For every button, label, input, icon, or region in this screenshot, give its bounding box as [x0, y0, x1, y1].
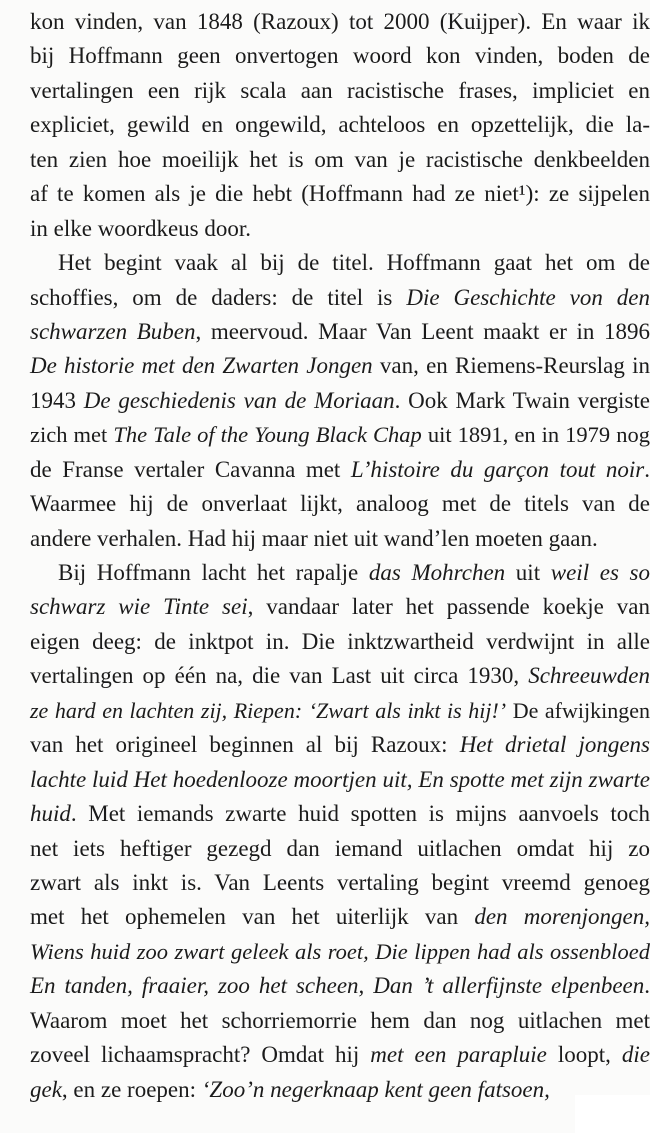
italic-text-segment: En tanden, fraaier, zoo het scheen, Dan ’t allerfijnste elpenbeen [30, 973, 645, 999]
italic-text-segment: Wiens huid zoo zwart geleek als roet, Die lippen had als ossenbloed [30, 938, 650, 964]
text-line [30, 1004, 650, 1038]
text-line [30, 1038, 650, 1072]
text-line [30, 763, 650, 797]
text-segment: Bij Hoffmann lacht het rapalje [58, 560, 369, 585]
text-segment: loopt, [546, 1042, 622, 1068]
italic-text-segment: schwarz wie Tinte sei [30, 594, 248, 620]
text-line [30, 556, 650, 590]
text-segment: uit [505, 560, 551, 585]
text-line [30, 625, 650, 659]
text-segment: vertalingen een rijk scala aan racistische frases, impliciet en [30, 77, 650, 103]
italic-text-segment: gek [30, 1076, 62, 1102]
blank-corner [575, 1095, 650, 1133]
text-segment: de Franse vertaler Cavanna met [30, 456, 351, 482]
text-segment: eigen deeg: de inktpot in. Die inktzwartheid verdwijnt in alle [30, 628, 650, 654]
text-segment: net iets heftiger gezegd dan iemand uitlachen omdat hij zo [30, 835, 650, 861]
text-segment: , en ze roepen: [61, 1076, 202, 1102]
text-segment: zwart als inkt is. Van Leents vertaling begint vreemd genoeg [30, 869, 650, 895]
text-line [30, 797, 650, 831]
text-segment: Waarom moet het schorriemorrie hem dan nog uitlachen met [30, 1007, 650, 1033]
text-segment: , meervoud. Maar Van Leent maakt er in 1896 [195, 318, 650, 344]
text-line [30, 900, 650, 934]
text-line [30, 866, 650, 900]
text-line [30, 969, 650, 1003]
text-line [30, 418, 650, 452]
text-segment: met het ophemelen van het uiterlijk van [30, 904, 475, 930]
body-text [30, 5, 650, 1107]
text-segment: . Met iemands zwarte huid spotten is mijns aanvoels toch [70, 801, 650, 827]
italic-text-segment: The Tale of the Young Black Chap [113, 422, 422, 448]
text-line [30, 349, 650, 383]
text-segment: zoveel lichaamspracht? Omdat hij [30, 1042, 371, 1068]
text-segment: . Ook Mark Twain vergiste [394, 387, 650, 413]
text-line [30, 281, 650, 315]
text-line [30, 39, 650, 73]
italic-text-segment: ‘Zoo’n negerknaap kent geen fatsoen, [201, 1076, 550, 1102]
text-line [30, 74, 650, 108]
text-segment: . [644, 973, 650, 999]
text-line [30, 590, 650, 624]
text-line [30, 5, 650, 39]
italic-text-segment: huid [30, 801, 71, 827]
italic-text-segment: Die Geschichte von den [406, 284, 650, 310]
text-line [30, 315, 650, 349]
italic-text-segment: schwarzen Buben [30, 318, 196, 344]
italic-text-segment: met een parapluie [370, 1042, 547, 1068]
text-segment: . [644, 456, 650, 482]
text-line [30, 143, 650, 177]
text-segment: in elke woordkeus door. [30, 215, 252, 241]
text-segment: , vandaar later het passende koekje van [247, 594, 650, 620]
italic-text-segment: L’histoire du garçon tout noir [350, 456, 645, 482]
text-segment: De afwijkingen [506, 697, 650, 723]
text-segment: van, en Riemens-Reurslag in [372, 353, 650, 379]
text-segment: Het begint vaak al bij de titel. Hoffmann gaat het om de [58, 250, 650, 276]
text-segment: bij Hoffmann geen onvertogen woord kon vinden, boden de [30, 43, 650, 69]
text-line [30, 384, 650, 418]
text-segment: van het origineel beginnen al bij Razoux: [30, 732, 460, 758]
italic-text-segment: weil es so [550, 560, 650, 585]
text-line [30, 487, 650, 521]
italic-text-segment: den morenjongen, [474, 904, 650, 930]
text-segment: uit 1891, en in 1979 nog [421, 422, 650, 448]
italic-text-segment: De historie met den Zwarten Jongen [30, 353, 373, 379]
text-segment: Waarmee hij de onverlaat lijkt, analoog met de titels van de [30, 491, 650, 517]
text-line [30, 453, 650, 487]
text-segment: ten zien hoe moeilijk het is om van je racistische denkbeelden [30, 146, 650, 172]
text-line [30, 1073, 650, 1107]
text-segment: kon vinden, van 1848 (Razoux) tot 2000 (Kuijper). En waar ik [30, 9, 650, 34]
text-segment: andere verhalen. Had hij maar niet uit wand’len moeten gaan. [30, 525, 598, 551]
italic-text-segment: lachte luid Het hoedenlooze moortjen uit, En spotte met zijn zwarte [30, 766, 650, 792]
text-segment: expliciet, gewild en ongewild, achteloos en opzettelijk, die la- [30, 112, 650, 138]
text-line [30, 832, 650, 866]
italic-text-segment: ze hard en lachten zij, Riepen: ‘Zwart als inkt is hij!’ [30, 697, 507, 723]
text-segment: af te komen als je die hebt (Hoffmann had ze niet¹): ze sijpelen [30, 181, 650, 207]
text-segment: schoffies, om de daders: de titel is [30, 284, 407, 310]
text-line [30, 522, 650, 556]
text-line [30, 177, 650, 211]
text-segment: zich met [30, 422, 114, 448]
italic-text-segment: Schreeuwden [528, 663, 650, 689]
text-line [30, 659, 650, 693]
text-line [30, 728, 650, 762]
text-line [30, 108, 650, 142]
text-line [30, 694, 650, 728]
text-line [30, 935, 650, 969]
italic-text-segment: die [621, 1042, 650, 1068]
italic-text-segment: De geschiedenis van de Moriaan [83, 387, 395, 413]
text-segment: 1943 [30, 387, 84, 413]
italic-text-segment: Het drietal jongens [459, 732, 650, 758]
text-line [30, 212, 650, 246]
text-segment: vertalingen op één na, die van Last uit circa 1930, [30, 663, 529, 689]
text-line [30, 246, 650, 280]
italic-text-segment: das Mohrchen [368, 560, 506, 585]
